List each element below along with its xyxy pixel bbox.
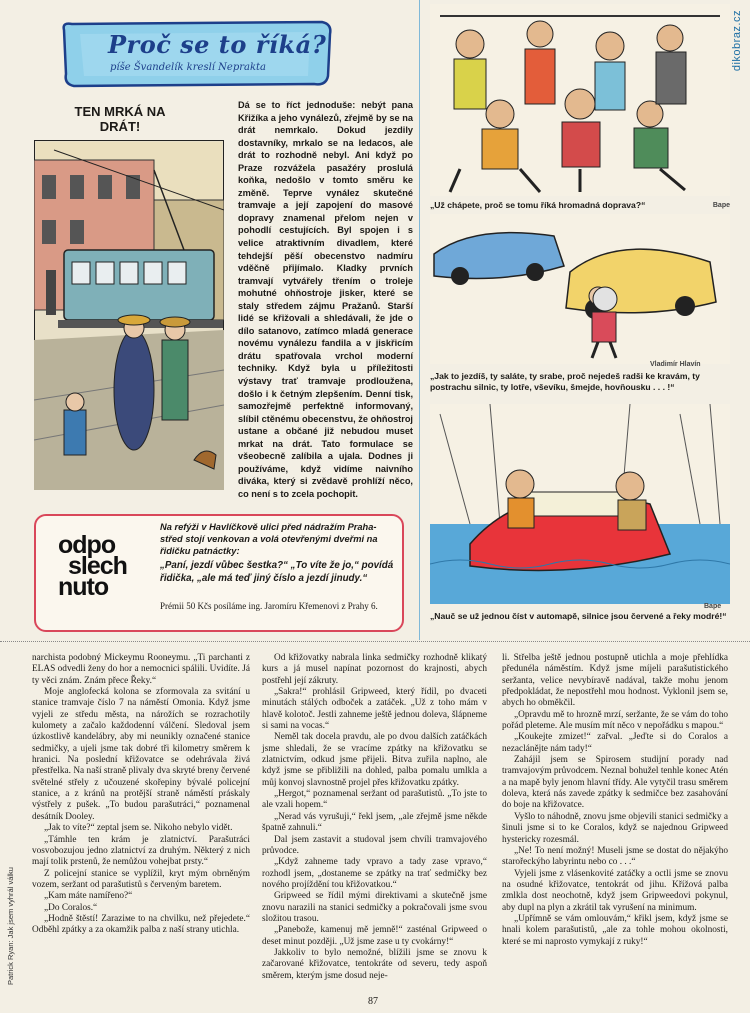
story-column-3: li. Střelba ještě jednou postupně utichla a moje přehlídka předunéla náměstím. Když jsme míjeli parašutistického seržanta, velice nevybíravě nadával, takže mohu jenom předpokládat, že nepostřehl mou hodnost. Vyklonil jsem se, abych ho obměkčil. „Opravdu mě to hrozně mrzí, seržante, že se vám do toho pořád pleteme. Ale musím mít něco v nepořádku s mapou.“ „Koukejte zmizet!“ zařval. „Jeďte si do Coralos a nezaclánějte nám tady!“ Zahájil jsem se Spirosem studijní porady nad tramvajovým průvodcem. Neznal bohužel tenhle konec Atén a na mapě byly jenom hlavní třídy. Ale vytyčil trasu směrem doleva, která nás zavede zpátky k sedmičce bez zasahování do boje na křižovatce. Vyšlo to náhodně, znovu jsme objevili stanici sedmičky a šinuli jsme si to ke Coralos, když se najednou Gripweed hystericky rozesmál. „Ne! To není možný! Museli jsme se dostat do nějakýho starořeckýho labyrintu nebo co . . .“ Vyjeli jsme z vlásenkovité zatáčky a octli jsme se znovu na osudné křižovatce, tentokrát od jihu. Křížová palba zmlkla dost neochotně, když jsem Gripweedovi pokynul, aby dupl na plyn a zkrátil tak vyrušení na minimum. „Upřímně se vám omlouvám,“ křikl jsem, když jsme se hnali kolem parašutistů, „ale za tohle mohou okolnosti, které se mi naprosto vymykají z ruky!“: [502, 653, 728, 947]
odposlechnuto-prize: Prémii 50 Kčs posíláme ing. Jaromíru Křemenovi z Prahy 6.: [160, 601, 378, 611]
page-number: 87: [368, 996, 378, 1007]
watermark: dikobraz.cz: [731, 10, 743, 72]
cartoon-3-author: Bape: [704, 603, 722, 610]
story-column-2: Od křižovatky nabrala linka sedmičky rozhodně klikatý kurs a já musel napínat pozornost do krajnosti, abych postřehl její zákruty. „Sakra!“ prohlásil Gripweed, který řídil, po dvaceti minutách stálých odboček a zatáček. „Už z toho mám v hlavě kolotoč. Jestli zahneme ještě jednou doleva, šlápneme si sami na vocas.“ Neměl tak docela pravdu, ale po dvou dalších zatáčkách jsme shledali, že se vracíme zpátky na křižovatku se zlatnictvím, odkud jsme přijeli. Bitva zuřila naplno, ale když jsme se přibližili na dohled, palba pomalu umlkla a můj konvoj slavnostně projel přes křižovatku zpátky. „Hergot,“ poznamenal seržant od parašutistů. „To jste to ale vzali hopem.“ „Nerad vás vyrušuji,“ řekl jsem, „ale zřejmě jsme někde špatně zahnuli.“ Dal jsem zastavit a studoval jsem chvíli tramvajového průvodce. „Když zahneme tady vpravo a tady zase vpravo,“ rozhodl jsem, „dostaneme se zpátky na trať sedmičky bez nového projíždění tou křižovatkou.“ Gripweed se řídil mými direktivami a skutečně jsme znovu narazili na stanici sedmičky a pokračovali jsme svou složitou trasou. „Panebože, kamenuj mě jemně!“ zasténal Gripweed o deset minut později. „Už jsme zase u ty cvokárny!“ Jakkoliv to bylo nemožné, blížili jsme se znovu k začarované křižovatce, tentokráte od severu, tedy aspoň směrem, kterým jsme dosud neje-: [262, 653, 487, 981]
odposlechnuto-intro: Na refýži v Havlíčkově ulici před nádražím Praha-střed stojí venkovan a volá otevřenými dveřmi na řidičku patnáctky:: [160, 522, 378, 556]
section-credits: píše Švandelík kreslí Neprakta: [110, 62, 267, 73]
odposlechnuto-quote: „Paní, jezdí vůbec šestka?“ „To víte že jo,“ povídá řidička, „ale má teď jiný číslo a jezdí jinudy.“: [160, 560, 394, 584]
cartoon-road-rage: [430, 214, 730, 364]
dotted-separator: [0, 641, 750, 642]
section-title: Proč se to říká?: [108, 30, 327, 59]
odposlechnuto-logo: odpo slech nuto: [58, 531, 127, 601]
cartoon-2-caption: „Jak to jezdíš, ty saláte, ty srabe, proč nejedeš radši ke kravám, ty postrachu silnic, ty lotře, vševíku, šmejde, hovňousku . . . !“: [430, 371, 700, 392]
cartoon-1-caption: „Už chápete, proč se tomu říká hromadná doprava?“ Bape: [430, 200, 730, 210]
article-headline: TEN MRKÁ NA DRÁT!: [74, 104, 166, 134]
cartoon-crowded-tram: [430, 4, 730, 196]
cartoon-3-caption: „Nauč se už jednou číst v automapě, silnice jsou červené a řeky modré!“: [430, 611, 727, 621]
story-credit: Patrick Ryan: Jak jsem vyhrál válku: [6, 867, 15, 985]
column-divider: [419, 0, 420, 640]
cartoon-2-author: Vladimír Hlavín: [650, 361, 701, 368]
story-column-1: narchista podobný Mickeymu Rooneymu. „Ti parchanti z ELAS odvedli ženy do hor a nemocnici spálili. Uvidíte. Já ty věci znám. Znám přece Řeky.“ Moje anglofecká kolona se zformovala za svitání u stanice tramvaje číslo 7 na náměstí Omonia. Když jsme vyjeli ze středu města, na nárožích se rozrachotily kulomety a začalo každodenní válčení. Sledoval jsem úzkostlivě kandelábry, aby mi neunikly označené stanice sedmičky, a ujeli jsme tak dobré tři kilometry směrem k hranici. Na poslední křižovatce se odehrávala živá přestřelka. Na naší straně plivaly dva skryté breny červené světelné střely z učouzené skořepiny bývalé policejní stanice, a z kránů na protější straně náměstí práskaly výstřely z pušek. „To budou parašutráci,“ poznamenal desátník Dooley. „Jak to víte?“ zeptal jsem se. Nikoho nebylo vidět. „Támhle ten krám je zlatnictví. Parašutráci vosvobozujou jedno zlatnictví za druhým. Některý z nich mají tolik prstenů, že nemůžou vohejbat prsty.“ Z policejní stanice se vyplížil, kryt mým obrněným vozem, seržant od parašutistů s červeným baretem. „Kam máte namířeno?“ „Do Coralos.“ „Hodně štěstí! Zaraziме to na chvilku, než přejedete.“ Odběhl zpátky a za okamžik palba z naší strany utichla.: [32, 653, 250, 936]
tram-illustration: [34, 140, 224, 490]
article-body: Dá se to říct jednoduše: nebýt pana Křižíka a jeho vynálezů, zřejmě by se na drát nemrkalo. Dokud jezdily dostavníky, mrkalo se na ledacos, ale drát to rozhodně nebyl. Ani když po Praze rozvážela pasažéry proslulá koňka, nedošlo v tomto směru ke změně. Teprve vynález skutečné tramvaje a její zapojení do masové dopravy znamenal přelom nejen v pohodlí cestujících. Byl spojen i s velice atraktivním divadlem, které tehdejší pěší obecenstvo nadmíru vděčně přijímalo. Kladky prvních tramvají vytvářely třením o troleje mohutné ohňostroje jisker, které se staly středem zájmu Pražanů. Starší lidé se křižovali a shledávali, že jde o dílo satanovo, zatímco mladá generace novému vynálezu fandila a v jiskřicím drátu spatřovala vrchol moderní techniky. Když byla u příležitosti výstavy trať tramvaje prodloužena, došlo i k četným zlepšením. Denní tisk, samozřejmě perfektně informovaný, slíbil ctěnému obecenstvu, že ohňostroj ustane a občané již nebudou muset mrkat na drát. Tato formulace se všeobecně zalíbila a ujala. Dodnes ji používáme, když vidíme naivního diváka, který si zvědavě prohlíží něco, co není s to zcela pochopit.: [238, 100, 413, 499]
cartoon-car-in-river: [430, 404, 730, 604]
